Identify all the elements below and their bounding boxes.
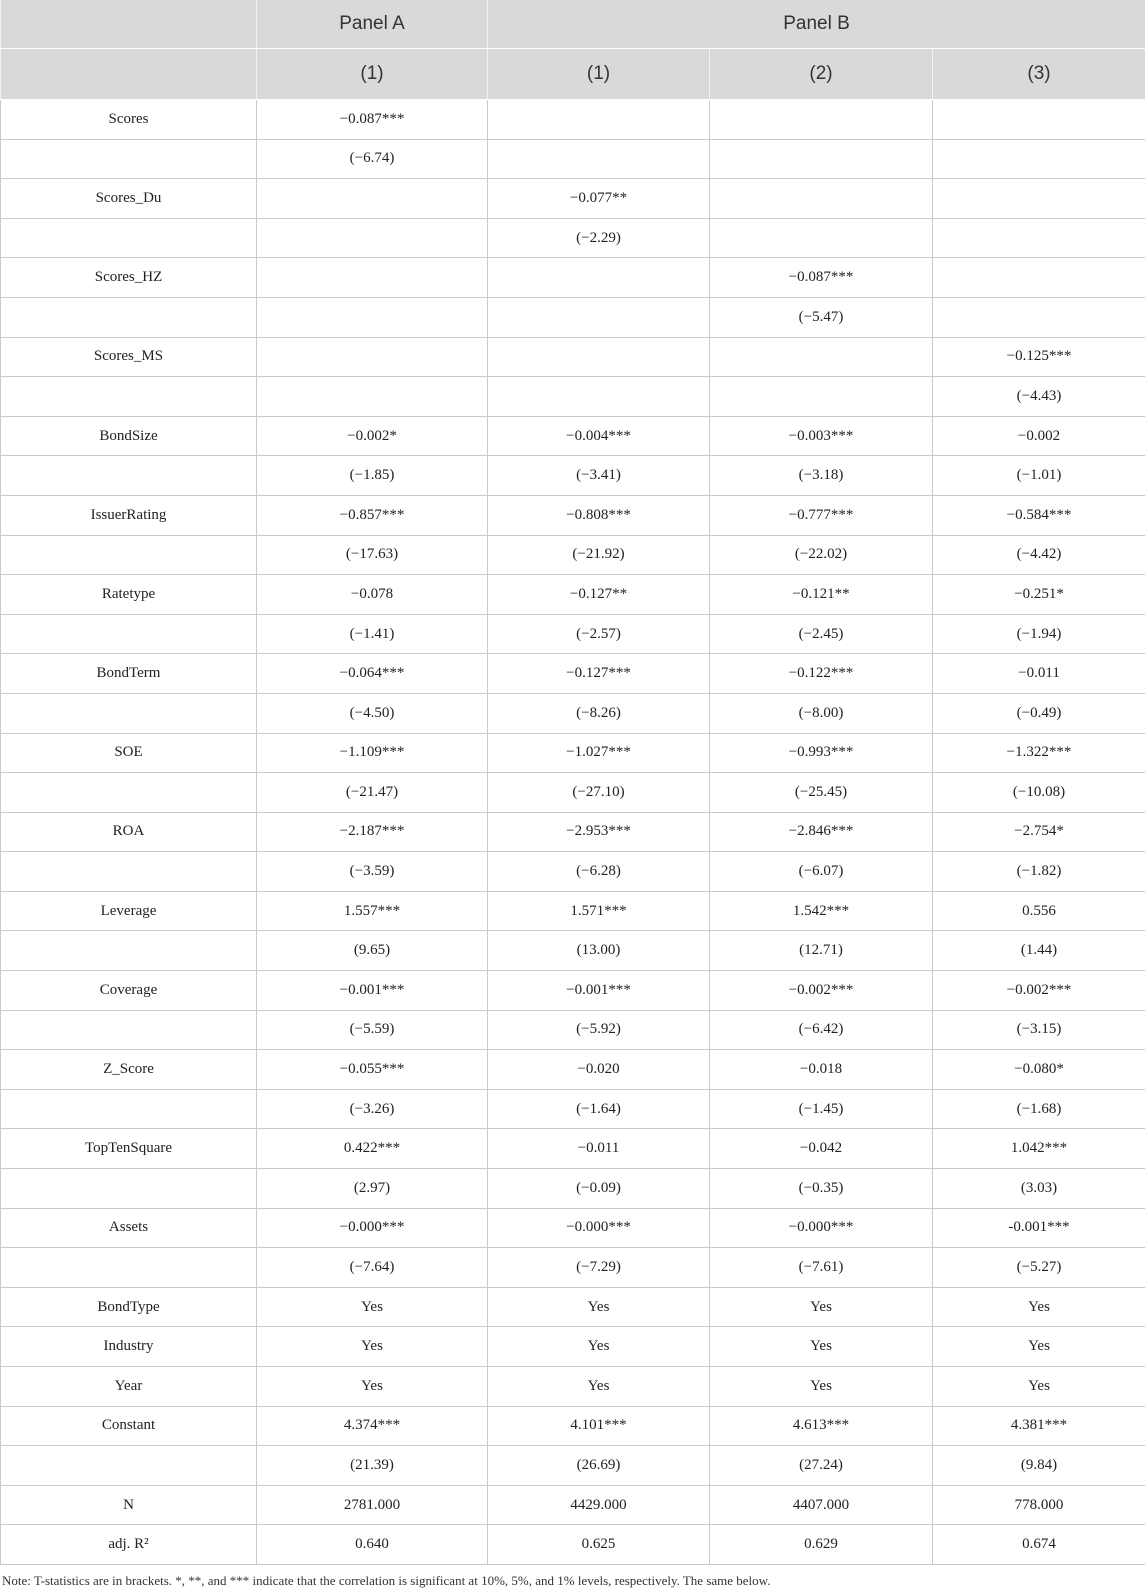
header-corner	[1, 0, 257, 49]
table-cell: 1.557***	[257, 891, 488, 931]
table-row	[1, 575, 1145, 615]
table-cell: −0.121**	[710, 575, 933, 615]
table-cell: −0.002*	[257, 416, 488, 456]
row-label: N	[1, 1485, 257, 1525]
table-cell: (−1.82)	[933, 852, 1145, 892]
table-cell: 4407.000	[710, 1485, 933, 1525]
table-cell: −1.109***	[257, 733, 488, 773]
row-label: SOE	[1, 733, 257, 773]
row-label	[1, 218, 257, 258]
table-cell	[710, 337, 933, 377]
row-label: ROA	[1, 812, 257, 852]
table-row	[1, 100, 1145, 140]
table-cell: (−21.47)	[257, 773, 488, 813]
table-cell: 0.674	[933, 1525, 1145, 1565]
table-cell: (−8.00)	[710, 693, 933, 733]
row-label	[1, 456, 257, 496]
table-cell: 0.422***	[257, 1129, 488, 1169]
table-cell: (−5.92)	[488, 1010, 710, 1050]
table-cell: (−1.45)	[710, 1089, 933, 1129]
table-cell: (−25.45)	[710, 773, 933, 813]
table-row	[1, 456, 1145, 496]
panel-a-header: Panel A	[257, 0, 488, 49]
table-cell	[488, 337, 710, 377]
table-row	[1, 1525, 1145, 1565]
table-cell: (−10.08)	[933, 773, 1145, 813]
table-cell: (−8.26)	[488, 693, 710, 733]
row-label: Industry	[1, 1327, 257, 1367]
row-label: Assets	[1, 1208, 257, 1248]
row-label	[1, 535, 257, 575]
table-cell: −0.078	[257, 575, 488, 615]
table-cell	[933, 297, 1145, 337]
table-cell: (12.71)	[710, 931, 933, 971]
row-label: IssuerRating	[1, 495, 257, 535]
table-cell: (−6.42)	[710, 1010, 933, 1050]
table-row	[1, 971, 1145, 1011]
table-cell: (1.44)	[933, 931, 1145, 971]
table-body	[1, 100, 1145, 1565]
row-label: BondSize	[1, 416, 257, 456]
table-row	[1, 1129, 1145, 1169]
table-cell: Yes	[933, 1327, 1145, 1367]
table-cell: −2.754*	[933, 812, 1145, 852]
row-label	[1, 693, 257, 733]
column-header: (1)	[488, 49, 710, 100]
row-label: Constant	[1, 1406, 257, 1446]
row-label	[1, 1010, 257, 1050]
table-cell: 4.613***	[710, 1406, 933, 1446]
table-row	[1, 773, 1145, 813]
row-label: Z_Score	[1, 1050, 257, 1090]
table-cell: Yes	[488, 1327, 710, 1367]
row-label	[1, 931, 257, 971]
table-cell	[710, 377, 933, 417]
table-row	[1, 614, 1145, 654]
table-cell: Yes	[488, 1367, 710, 1407]
table-cell: (−4.43)	[933, 377, 1145, 417]
table-row	[1, 1208, 1145, 1248]
table-cell	[710, 139, 933, 179]
table-cell: (9.65)	[257, 931, 488, 971]
table-cell: −0.993***	[710, 733, 933, 773]
row-label: BondTerm	[1, 654, 257, 694]
table-row	[1, 693, 1145, 733]
table-cell: (−2.29)	[488, 218, 710, 258]
table-cell: −0.087***	[257, 100, 488, 140]
table-cell: (−27.10)	[488, 773, 710, 813]
table-cell: (−1.85)	[257, 456, 488, 496]
table-cell: (−7.29)	[488, 1248, 710, 1288]
row-label	[1, 614, 257, 654]
table-cell: Yes	[710, 1287, 933, 1327]
table-cell: (−0.09)	[488, 1169, 710, 1209]
table-row	[1, 1406, 1145, 1446]
table-row	[1, 139, 1145, 179]
table-cell: 4.381***	[933, 1406, 1145, 1446]
table-row	[1, 812, 1145, 852]
table-cell: (−1.64)	[488, 1089, 710, 1129]
row-label	[1, 1446, 257, 1486]
table-cell	[933, 258, 1145, 298]
panel-b-header: Panel B	[488, 0, 1145, 49]
table-cell	[710, 100, 933, 140]
row-label: Leverage	[1, 891, 257, 931]
table-cell: (−22.02)	[710, 535, 933, 575]
table-cell: 1.571***	[488, 891, 710, 931]
table-cell: 778.000	[933, 1485, 1145, 1525]
table-cell: 0.556	[933, 891, 1145, 931]
table-row	[1, 218, 1145, 258]
table-cell: −0.042	[710, 1129, 933, 1169]
table-cell: Yes	[257, 1367, 488, 1407]
table-cell: (−7.61)	[710, 1248, 933, 1288]
table-cell	[710, 218, 933, 258]
table-row	[1, 297, 1145, 337]
table-cell: −0.002***	[710, 971, 933, 1011]
table-cell	[933, 139, 1145, 179]
row-label: Scores_HZ	[1, 258, 257, 298]
table-cell: −0.011	[488, 1129, 710, 1169]
row-label: Scores	[1, 100, 257, 140]
table-cell: −1.322***	[933, 733, 1145, 773]
table-cell: Yes	[710, 1327, 933, 1367]
table-cell: (26.69)	[488, 1446, 710, 1486]
table-cell: Yes	[257, 1287, 488, 1327]
table-cell: −0.000***	[710, 1208, 933, 1248]
table-cell: −1.027***	[488, 733, 710, 773]
table-cell: −0.001***	[257, 971, 488, 1011]
column-header: (1)	[257, 49, 488, 100]
table-cell: (−6.28)	[488, 852, 710, 892]
table-cell: 1.042***	[933, 1129, 1145, 1169]
row-label: TopTenSquare	[1, 1129, 257, 1169]
table-cell: 0.629	[710, 1525, 933, 1565]
row-label	[1, 297, 257, 337]
table-cell: Yes	[933, 1367, 1145, 1407]
table-row	[1, 1248, 1145, 1288]
row-label	[1, 1248, 257, 1288]
column-header: (3)	[933, 49, 1145, 100]
table-cell: (−1.94)	[933, 614, 1145, 654]
table-cell	[257, 179, 488, 219]
table-cell	[257, 377, 488, 417]
table-cell: (−2.45)	[710, 614, 933, 654]
row-label	[1, 1089, 257, 1129]
table-cell	[488, 377, 710, 417]
table-cell	[257, 258, 488, 298]
table-cell: (21.39)	[257, 1446, 488, 1486]
table-cell: (−21.92)	[488, 535, 710, 575]
column-header: (2)	[710, 49, 933, 100]
table-cell: (−5.47)	[710, 297, 933, 337]
table-cell: −0.122***	[710, 654, 933, 694]
table-cell: Yes	[710, 1367, 933, 1407]
table-cell: −0.077**	[488, 179, 710, 219]
table-cell: (−4.42)	[933, 535, 1145, 575]
table-row	[1, 1446, 1145, 1486]
table-row	[1, 179, 1145, 219]
row-label	[1, 377, 257, 417]
table-cell: 4429.000	[488, 1485, 710, 1525]
table-cell: (−17.63)	[257, 535, 488, 575]
table-cell: −0.002***	[933, 971, 1145, 1011]
table-cell: −0.020	[488, 1050, 710, 1090]
row-label	[1, 1169, 257, 1209]
table-row	[1, 891, 1145, 931]
table-cell: (2.97)	[257, 1169, 488, 1209]
table-row	[1, 535, 1145, 575]
row-label: Ratetype	[1, 575, 257, 615]
table-cell: −0.857***	[257, 495, 488, 535]
table-row	[1, 654, 1145, 694]
table-cell: (−1.01)	[933, 456, 1145, 496]
column-number-row	[1, 49, 1145, 100]
table-row	[1, 1010, 1145, 1050]
table-cell	[933, 218, 1145, 258]
row-label	[1, 139, 257, 179]
table-cell: −0.064***	[257, 654, 488, 694]
table-cell	[488, 139, 710, 179]
row-label	[1, 773, 257, 813]
table-cell: Yes	[257, 1327, 488, 1367]
table-cell: (−0.49)	[933, 693, 1145, 733]
table-row	[1, 1169, 1145, 1209]
table-cell: (−3.59)	[257, 852, 488, 892]
header-corner-lower	[1, 49, 257, 100]
table-cell: −0.127**	[488, 575, 710, 615]
table-cell: Yes	[488, 1287, 710, 1327]
table-cell	[710, 179, 933, 219]
table-row	[1, 377, 1145, 417]
table-row	[1, 1287, 1145, 1327]
table-cell: −0.003***	[710, 416, 933, 456]
table-row	[1, 852, 1145, 892]
table-cell	[933, 179, 1145, 219]
table-row	[1, 1367, 1145, 1407]
table-cell	[933, 100, 1145, 140]
table-cell: −0.004***	[488, 416, 710, 456]
table-cell: (13.00)	[488, 931, 710, 971]
table-cell: (−1.68)	[933, 1089, 1145, 1129]
table-cell: (−3.26)	[257, 1089, 488, 1129]
table-cell: −0.777***	[710, 495, 933, 535]
table-cell: −0.002	[933, 416, 1145, 456]
table-cell: −0.011	[933, 654, 1145, 694]
table-cell: −0.080*	[933, 1050, 1145, 1090]
table-cell: (27.24)	[710, 1446, 933, 1486]
row-label: Year	[1, 1367, 257, 1407]
table-row	[1, 1089, 1145, 1129]
table-cell: (−5.27)	[933, 1248, 1145, 1288]
table-cell	[257, 297, 488, 337]
table-cell: −0.584***	[933, 495, 1145, 535]
table-cell: −0.127***	[488, 654, 710, 694]
row-label: Scores_MS	[1, 337, 257, 377]
table-cell: 4.374***	[257, 1406, 488, 1446]
table-cell: −0.808***	[488, 495, 710, 535]
table-cell: −2.846***	[710, 812, 933, 852]
table-cell: −0.125***	[933, 337, 1145, 377]
table-cell: Yes	[933, 1287, 1145, 1327]
table-cell: −0.018	[710, 1050, 933, 1090]
table-cell: (−3.18)	[710, 456, 933, 496]
table-cell: (−1.41)	[257, 614, 488, 654]
table-cell	[257, 337, 488, 377]
table-cell: −0.000***	[257, 1208, 488, 1248]
table-cell: 1.542***	[710, 891, 933, 931]
table-cell: (3.03)	[933, 1169, 1145, 1209]
table-cell: −0.000***	[488, 1208, 710, 1248]
table-row	[1, 1327, 1145, 1367]
table-cell: 4.101***	[488, 1406, 710, 1446]
table-cell: (−7.64)	[257, 1248, 488, 1288]
table-cell	[488, 100, 710, 140]
table-cell: (−6.07)	[710, 852, 933, 892]
table-cell: −0.001***	[488, 971, 710, 1011]
table-cell: 2781.000	[257, 1485, 488, 1525]
row-label	[1, 852, 257, 892]
row-label: adj. R²	[1, 1525, 257, 1565]
table-cell: −0.087***	[710, 258, 933, 298]
table-cell: (−2.57)	[488, 614, 710, 654]
row-label: Coverage	[1, 971, 257, 1011]
table-cell: −2.953***	[488, 812, 710, 852]
table-row	[1, 733, 1145, 773]
table-row	[1, 931, 1145, 971]
row-label: Scores_Du	[1, 179, 257, 219]
table-cell: −0.251*	[933, 575, 1145, 615]
table-cell: −2.187***	[257, 812, 488, 852]
row-label: BondType	[1, 1287, 257, 1327]
table-cell	[488, 258, 710, 298]
table-cell: (−6.74)	[257, 139, 488, 179]
table-row	[1, 495, 1145, 535]
table-cell: −0.055***	[257, 1050, 488, 1090]
table-cell: (−3.15)	[933, 1010, 1145, 1050]
table-cell: 0.625	[488, 1525, 710, 1565]
table-cell: -0.001***	[933, 1208, 1145, 1248]
table-row	[1, 337, 1145, 377]
table-row	[1, 416, 1145, 456]
table-cell: 0.640	[257, 1525, 488, 1565]
table-note: Note: T-statistics are in brackets. *, **, and *** indicate that the correlation is significant at 10%, 5%, and 1% levels, respectively. The same below.	[2, 1573, 771, 1588]
table-cell: (9.84)	[933, 1446, 1145, 1486]
table-row	[1, 1485, 1145, 1525]
table-cell: (−3.41)	[488, 456, 710, 496]
table-row	[1, 1050, 1145, 1090]
table-cell	[257, 218, 488, 258]
table-cell: (−5.59)	[257, 1010, 488, 1050]
table-cell	[488, 297, 710, 337]
table-cell: (−4.50)	[257, 693, 488, 733]
table-row	[1, 258, 1145, 298]
table-header	[1, 0, 1145, 100]
table-cell: (−0.35)	[710, 1169, 933, 1209]
panel-header-row	[1, 0, 1145, 49]
